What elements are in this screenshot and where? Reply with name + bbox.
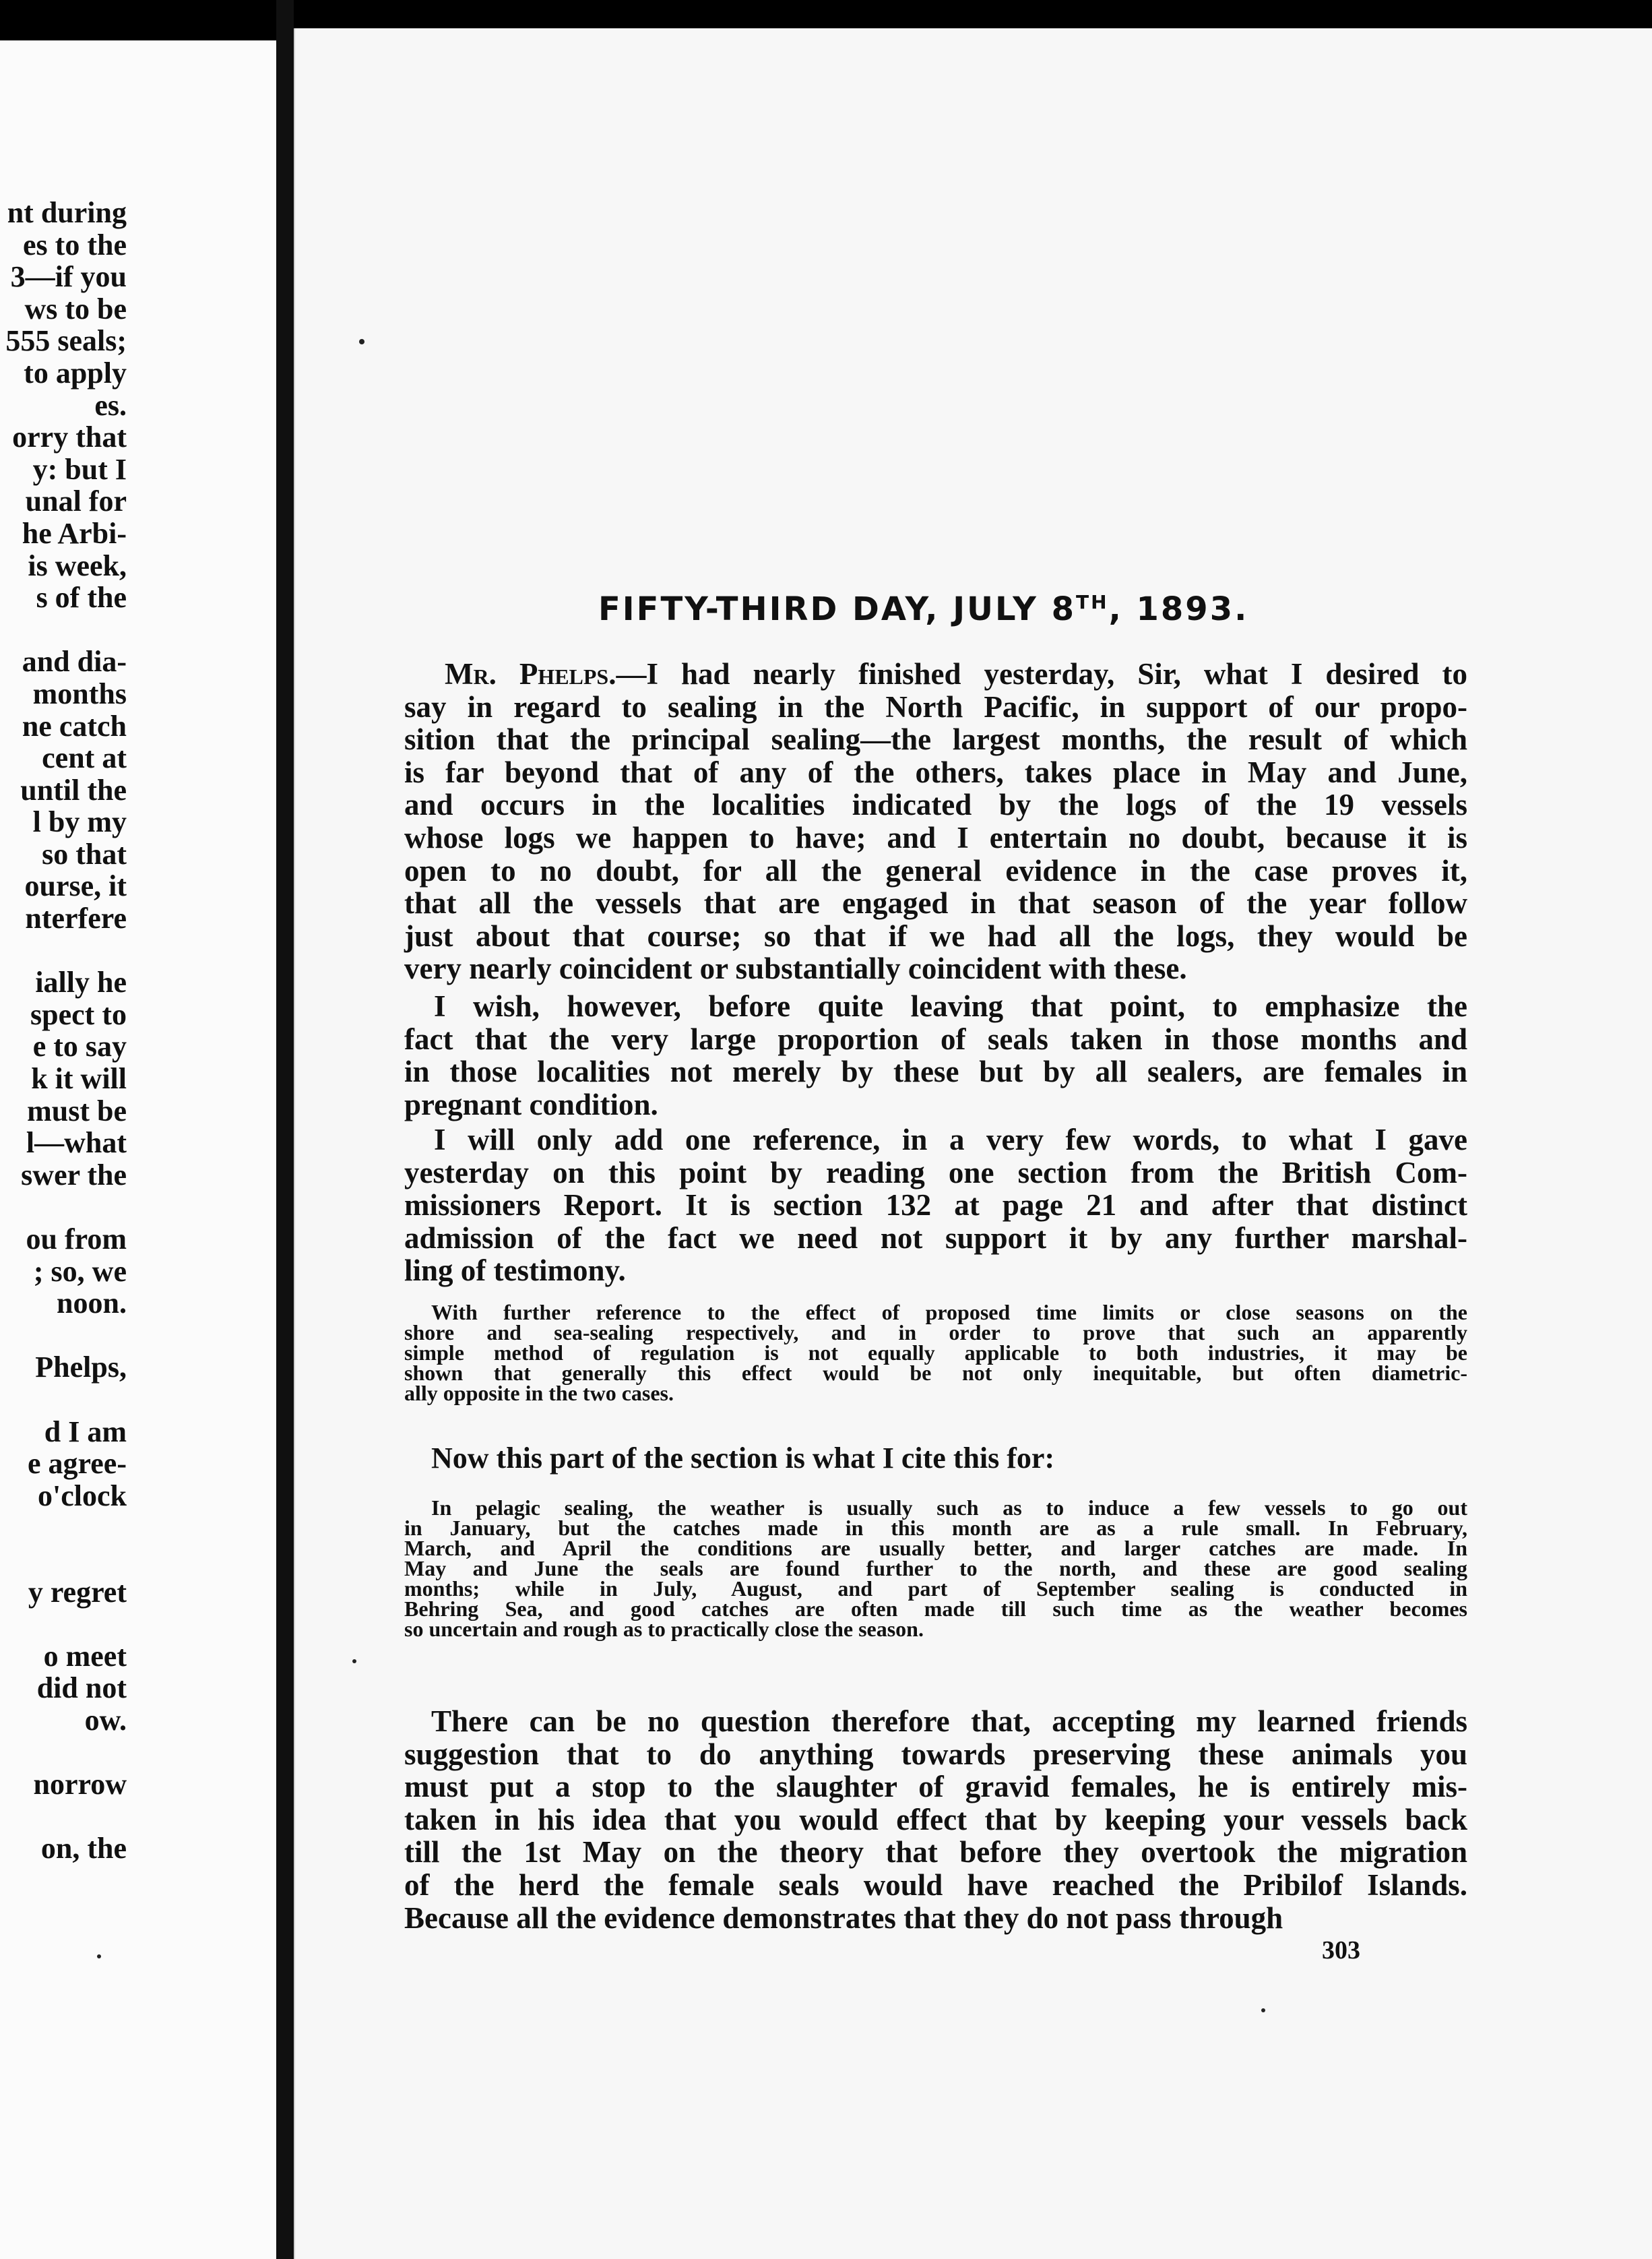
left-text-line: noon. <box>57 1287 127 1320</box>
left-text-line: Phelps, <box>35 1351 127 1384</box>
paragraph-emphasis <box>404 990 1467 1121</box>
text-line: Because all the evidence demonstrates that they do not pass through <box>404 1900 1283 1935</box>
left-text-line: on, the <box>40 1832 127 1865</box>
text-line: months; while in July, August, and part of September sealing is conducted in <box>404 1576 1467 1601</box>
left-text-line: y regret <box>28 1575 127 1609</box>
left-text-line: l by my <box>32 805 127 839</box>
left-page <box>0 40 276 2259</box>
text-line: May and June the seals are found further to the north, and these are good sealing <box>404 1556 1467 1580</box>
text-line: and occurs in the localities indicated by the logs of the 19 vessels <box>404 788 1467 822</box>
text-line: Behring Sea, and good catches are often made till such time as the weather becomes <box>404 1597 1467 1621</box>
left-text-line: norrow <box>33 1768 127 1801</box>
text-line: so uncertain and rough as to practically close the season. <box>404 1617 924 1641</box>
left-text-line: nterfere <box>25 902 127 935</box>
text-line: of the herd the female seals would have reached the Pribilof Islands. <box>404 1867 1467 1902</box>
text-line: just about that course; so that if we had all the logs, they would be <box>404 919 1467 953</box>
text-line: In pelagic sealing, the weather is usually such as to induce a few vessels to go out <box>431 1495 1467 1520</box>
left-text-line: did not <box>36 1671 127 1705</box>
text-line: in January, but the catches made in this month are as a rule small. In February, <box>404 1516 1467 1540</box>
scan-speck <box>359 339 364 344</box>
text-line: in those localities not merely by these but by all sealers, are females in <box>404 1055 1467 1089</box>
left-page-text <box>5 197 127 1865</box>
page-number: 303 <box>1322 1936 1360 1964</box>
left-text-line: ; so, we <box>33 1254 127 1288</box>
scan-speck <box>97 1954 101 1958</box>
left-text-line: spect to <box>30 997 127 1031</box>
text-line: say in regard to sealing in the North Pacific, in support of our propo- <box>404 689 1467 724</box>
left-text-line <box>5 1191 127 1223</box>
title-text: FIFTY-THIRD DAY, JULY 8 <box>598 590 1077 628</box>
text-line: ling of testimony. <box>404 1254 626 1288</box>
left-text-line: ne catch <box>22 709 127 743</box>
left-text-line: is week, <box>28 549 127 582</box>
left-text-line: ially he <box>35 966 127 999</box>
left-text-line: ou from <box>26 1223 127 1256</box>
scan-speck <box>1261 2008 1265 2012</box>
left-text-line: ws to be <box>24 292 127 326</box>
left-text-line: o'clock <box>38 1479 127 1512</box>
scan-speck <box>352 1659 356 1663</box>
left-text-line: s of the <box>36 581 127 615</box>
left-text-line: to apply <box>24 356 127 390</box>
title-year: , 1893. <box>1108 590 1249 628</box>
left-text-line <box>5 935 127 967</box>
left-text-line: cent at <box>42 741 127 775</box>
paragraph-reference <box>404 1123 1467 1287</box>
book-gutter <box>276 0 294 2259</box>
left-text-line <box>5 1801 127 1833</box>
text-line: I wish, however, before quite leaving that point, to emphasize the <box>434 989 1467 1023</box>
text-line: sition that the principal sealing—the largest months, the result of which <box>404 722 1467 757</box>
text-line: ally opposite in the two cases. <box>404 1381 674 1405</box>
left-text-line: es. <box>94 388 127 422</box>
text-line: There can be no question therefore that, accepting my learned friends <box>431 1704 1467 1738</box>
text-line: yesterday on this point by reading one section from the British Com- <box>404 1155 1467 1189</box>
left-text-line: until the <box>20 773 127 807</box>
text-line: pregnant condition. <box>404 1087 658 1121</box>
left-text-line: d I am <box>44 1415 127 1448</box>
left-text-line <box>5 1608 127 1640</box>
text-line: whose logs we happen to have; and I entertain no doubt, because it is <box>404 820 1467 855</box>
left-text-line: l—what <box>26 1126 127 1160</box>
left-text-line: o meet <box>43 1639 127 1673</box>
paragraph-conclusion <box>404 1705 1467 1934</box>
left-text-line: months <box>32 677 127 710</box>
text-line: admission of the fact we need not support it by any further marshal- <box>404 1220 1467 1255</box>
text-line: shore and sea-sealing respectively, and in order to prove that such an apparently <box>404 1320 1467 1344</box>
text-line: fact that the very large proportion of seals taken in those months and <box>404 1022 1467 1056</box>
text-line: suggestion that to do anything towards preserving these animals you <box>404 1737 1467 1771</box>
left-text-line: ow. <box>84 1703 127 1737</box>
left-text-line: must be <box>27 1094 127 1127</box>
left-text-line <box>5 1737 127 1769</box>
text-line: till the 1st May on the theory that before they overtook the migration <box>404 1835 1467 1869</box>
left-text-line: e agree- <box>28 1447 127 1481</box>
left-text-line: y: but I <box>32 452 127 486</box>
text-line: March, and April the conditions are usually better, and larger catches are made. In <box>404 1536 1467 1560</box>
speaker-name: Mr. Phelps. <box>445 657 616 691</box>
left-text-line <box>5 1544 127 1576</box>
text-line: With further reference to the effect of proposed time limits or close seasons on the <box>431 1300 1467 1324</box>
text-line: simple method of regulation is not equally applicable to both industries, it may be <box>404 1340 1467 1365</box>
left-text-line: es to the <box>23 228 127 261</box>
left-text-line: k it will <box>31 1062 127 1096</box>
title-superscript: TH <box>1076 591 1109 613</box>
left-text-line <box>5 614 127 646</box>
left-text-line: ourse, it <box>24 869 127 903</box>
left-text-line <box>5 1320 127 1352</box>
text-line: open to no doubt, for all the general evidence in the case proves it, <box>404 853 1467 888</box>
quoted-report-pelagic-sealing <box>404 1497 1467 1639</box>
text-line: that all the vessels that are engaged in that season of the year follow <box>404 886 1467 921</box>
text-line: Mr. Phelps.—I had nearly finished yesterday, Sir, what I desired to <box>445 657 1467 691</box>
text-line: very nearly coincident or substantially coincident with these. <box>404 952 1187 986</box>
page-title <box>598 590 1248 628</box>
quoted-report-section-intro <box>404 1302 1467 1403</box>
left-text-line <box>5 1512 127 1544</box>
text-line: I will only add one reference, in a very few words, to what I gave <box>434 1123 1467 1156</box>
left-text-line: swer the <box>21 1158 127 1192</box>
paragraph-phelps-opening <box>404 658 1467 985</box>
text-line: is far beyond that of any of the others, takes place in May and June, <box>404 755 1467 789</box>
left-text-line: e to say <box>32 1030 127 1063</box>
text-line: must put a stop to the slaughter of gravid females, he is entirely mis- <box>404 1770 1467 1804</box>
left-text-line: nt during <box>7 196 127 229</box>
left-text-line: and dia- <box>22 645 127 679</box>
left-text-line: so that <box>42 837 127 871</box>
left-text-line <box>5 1384 127 1416</box>
lead-line: Now this part of the section is what I cite this for: <box>431 1442 1055 1475</box>
left-text-line: orry that <box>12 421 127 454</box>
left-text-line: unal for <box>25 485 127 518</box>
left-text-line: he Arbi- <box>22 516 127 550</box>
text-line: shown that generally this effect would be not only inequitable, but often diametric- <box>404 1361 1467 1385</box>
text-line: missioners Report. It is section 132 at page 21 and after that distinct <box>404 1188 1467 1223</box>
left-text-line: 555 seals; <box>5 324 127 358</box>
left-text-line: 3—if you <box>10 260 127 294</box>
text-line: taken in his idea that you would effect that by keeping your vessels back <box>404 1802 1467 1836</box>
